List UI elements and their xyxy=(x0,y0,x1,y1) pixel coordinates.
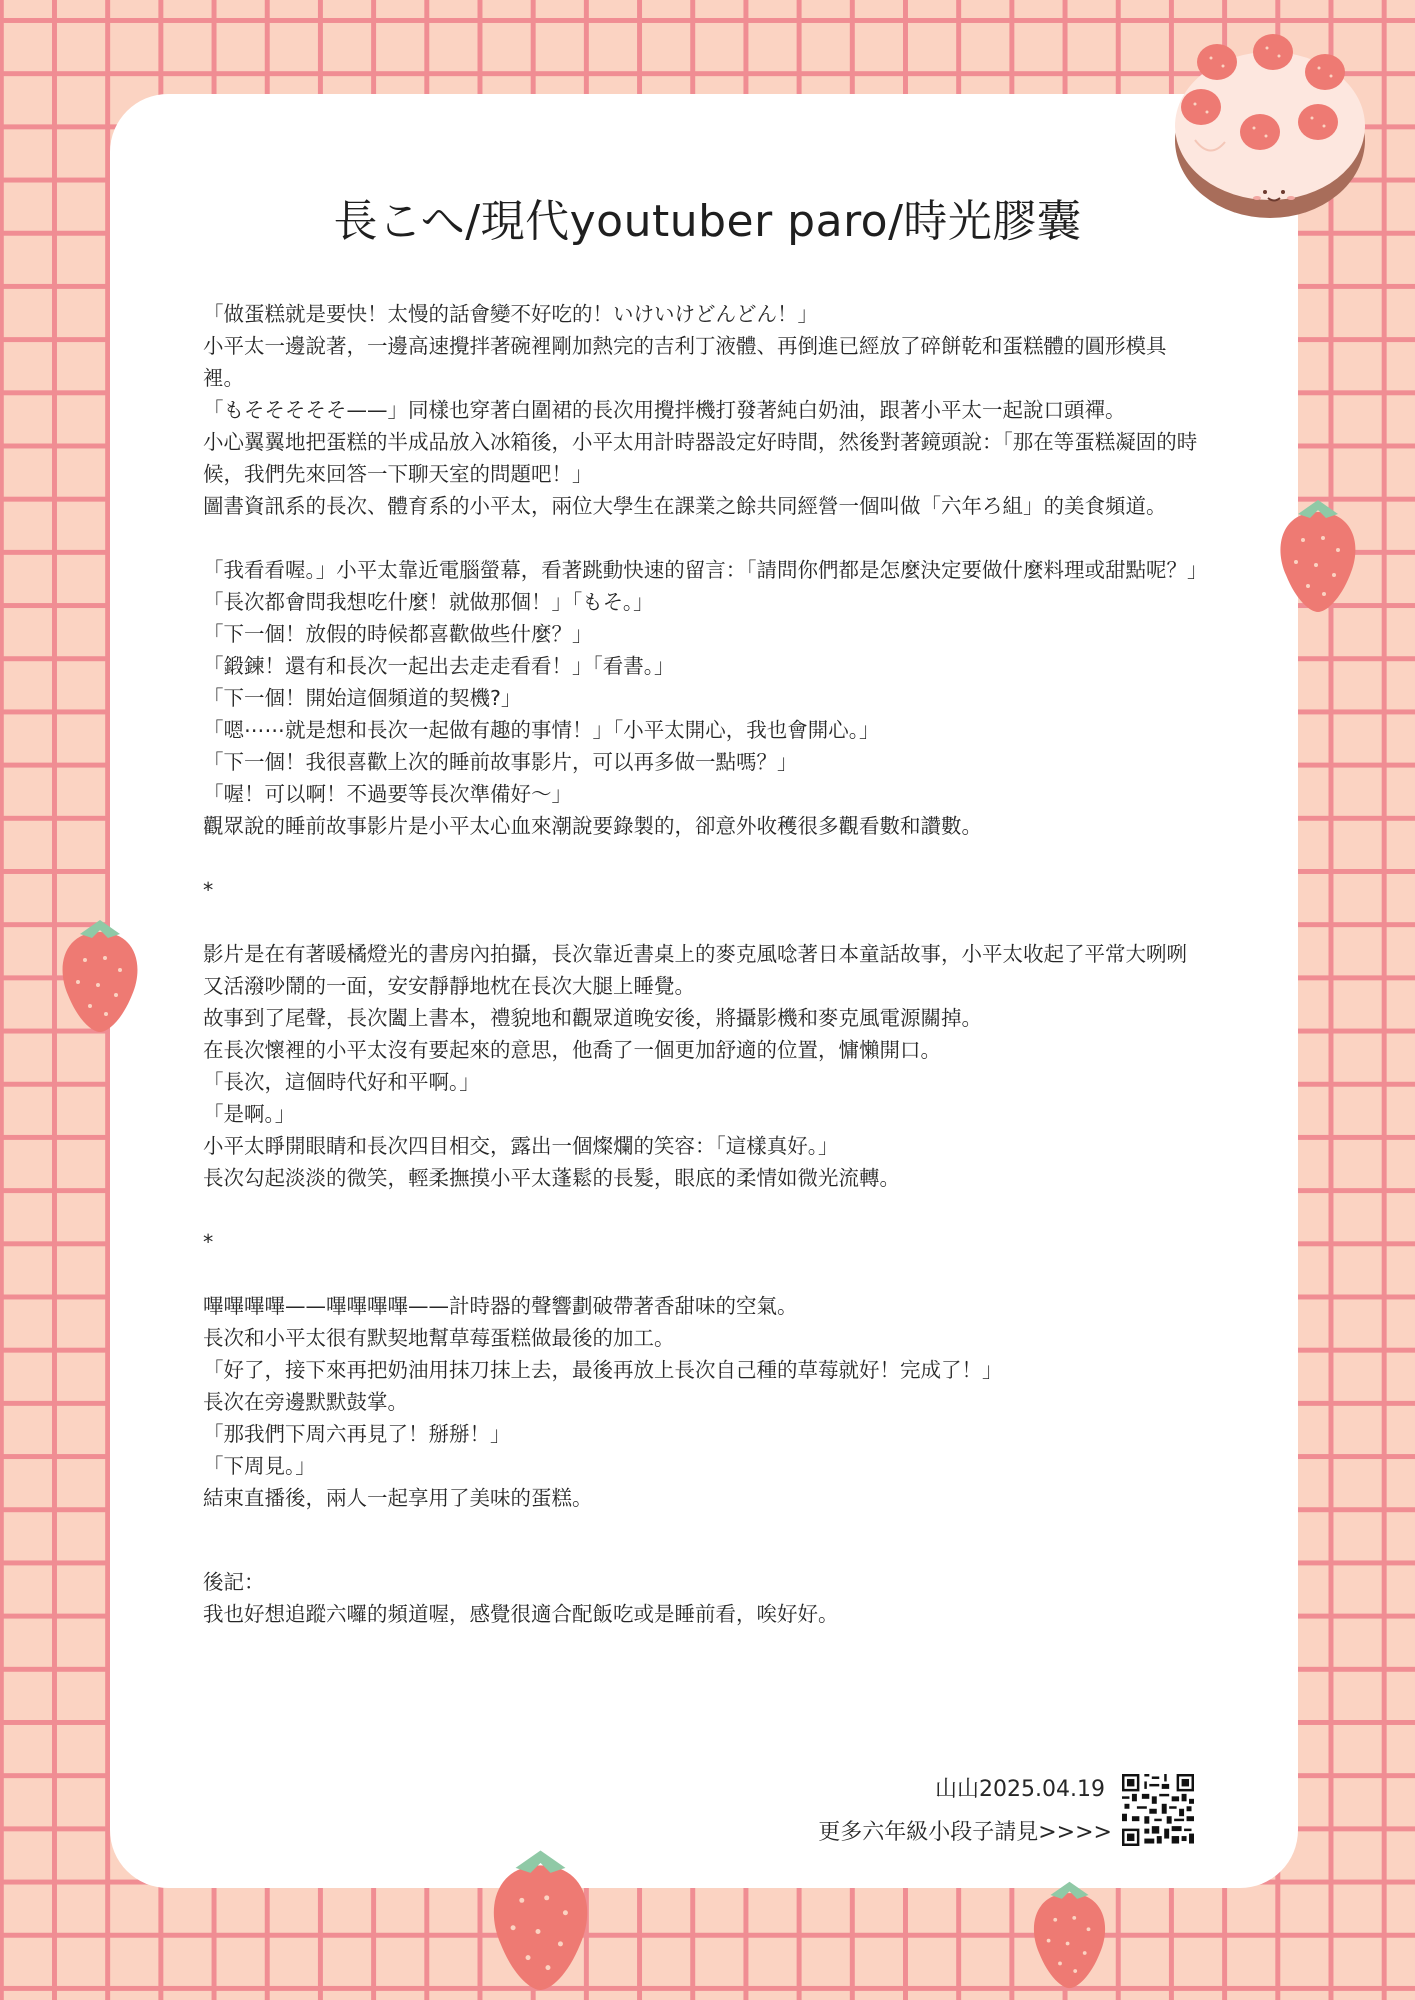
paragraph: 「長次，這個時代好和平啊。」 xyxy=(203,1070,480,1094)
paragraph: 「是啊。」 xyxy=(203,1102,296,1126)
paragraph: 「下周見。」 xyxy=(203,1454,316,1478)
author-signature: 山山2025.04.19 xyxy=(935,1777,1105,1802)
paragraph: 在長次懷裡的小平太沒有要起來的意思，他喬了一個更加舒適的位置，慵懶開口。 xyxy=(203,1038,941,1062)
paragraph: 「我看看喔。」小平太靠近電腦螢幕，看著跳動快速的留言：「請問你們都是怎麼決定要做什麼料理或甜點呢？」 xyxy=(203,558,1208,582)
paragraph: 「下一個！我很喜歡上次的睡前故事影片，可以再多做一點嗎？」 xyxy=(203,750,798,774)
strawberry-icon xyxy=(50,910,150,1040)
section-separator: * xyxy=(203,1230,214,1254)
paragraph: 長次勾起淡淡的微笑，輕柔撫摸小平太蓬鬆的長髮，眼底的柔情如微光流轉。 xyxy=(203,1166,900,1190)
strawberry-icon xyxy=(1022,1872,1117,1996)
paragraph: 「做蛋糕就是要快！太慢的話會變不好吃的！いけいけどんどん！」 xyxy=(203,302,818,326)
afterword-label: 後記： xyxy=(203,1570,265,1594)
paragraph: 圖書資訊系的長次、體育系的小平太，兩位大學生在課業之餘共同經營一個叫做「六年ろ組」的美食頻道。 xyxy=(203,494,1167,518)
paragraph: 影片是在有著暖橘燈光的書房內拍攝，長次靠近書桌上的麥克風唸著日本童話故事，小平太收起了平常大咧咧又活潑吵鬧的一面，安安靜靜地枕在長次大腿上睡覺。 xyxy=(203,942,1187,998)
paragraph: 「下一個！放假的時候都喜歡做些什麼？」 xyxy=(203,622,593,646)
section-separator: * xyxy=(203,878,214,902)
paragraph: 「もそそそそそ——」同樣也穿著白圍裙的長次用攪拌機打發著純白奶油，跟著小平太一起說口頭禪。 xyxy=(203,398,1126,422)
paragraph: 「喔！可以啊！不過要等長次準備好～」 xyxy=(203,782,572,806)
paragraph: 「鍛鍊！還有和長次一起出去走走看看！」「看書。」 xyxy=(203,654,675,678)
paragraph: 「那我們下周六再見了！掰掰！」 xyxy=(203,1422,511,1446)
more-stories-link[interactable]: 更多六年級小段子請見>>>> xyxy=(818,1820,1112,1845)
paragraph: 「長次都會問我想吃什麼！就做那個！」「もそ。」 xyxy=(203,590,654,614)
paragraph: 小平太睜開眼睛和長次四目相交，露出一個燦爛的笑容：「這樣真好。」 xyxy=(203,1134,839,1158)
page-title: 長こへ/現代youtuber paro/時光膠囊 xyxy=(333,196,1082,247)
afterword-text: 我也好想追蹤六囉的頻道喔，感覺很適合配飯吃或是睡前看，唉好好。 xyxy=(203,1602,839,1626)
paragraph: 長次和小平太很有默契地幫草莓蛋糕做最後的加工。 xyxy=(203,1326,675,1350)
paragraph: 小平太一邊說著，一邊高速攪拌著碗裡剛加熱完的吉利丁液體、再倒進已經放了碎餅乾和蛋糕體的圓形模具裡。 xyxy=(203,334,1167,390)
paragraph: 「好了，接下來再把奶油用抹刀抹上去，最後再放上長次自己種的草莓就好！完成了！」 xyxy=(203,1358,1003,1382)
strawberry-icon xyxy=(1268,490,1368,620)
paragraph: 「下一個！開始這個頻道的契機?」 xyxy=(203,686,522,710)
paragraph: 長次在旁邊默默鼓掌。 xyxy=(203,1390,408,1414)
strawberry-icon xyxy=(478,1838,603,2000)
paragraph: 觀眾說的睡前故事影片是小平太心血來潮說要錄製的，卻意外收穫很多觀看數和讚數。 xyxy=(203,814,982,838)
paragraph: 故事到了尾聲，長次闔上書本，禮貌地和觀眾道晚安後，將攝影機和麥克風電源關掉。 xyxy=(203,1006,982,1030)
cake-icon xyxy=(1155,22,1385,232)
paragraph: 結束直播後，兩人一起享用了美味的蛋糕。 xyxy=(203,1486,593,1510)
qr-code-icon[interactable] xyxy=(1122,1774,1194,1846)
paragraph: 嗶嗶嗶嗶——嗶嗶嗶嗶——計時器的聲響劃破帶著香甜味的空氣。 xyxy=(203,1294,798,1318)
paragraph: 「嗯⋯⋯就是想和長次一起做有趣的事情！」「小平太開心，我也會開心。」 xyxy=(203,718,880,742)
paragraph: 小心翼翼地把蛋糕的半成品放入冰箱後，小平太用計時器設定好時間，然後對著鏡頭說：「那在等蛋糕凝固的時候，我們先來回答一下聊天室的問題吧！」 xyxy=(203,430,1198,486)
story-body xyxy=(203,298,1208,1630)
